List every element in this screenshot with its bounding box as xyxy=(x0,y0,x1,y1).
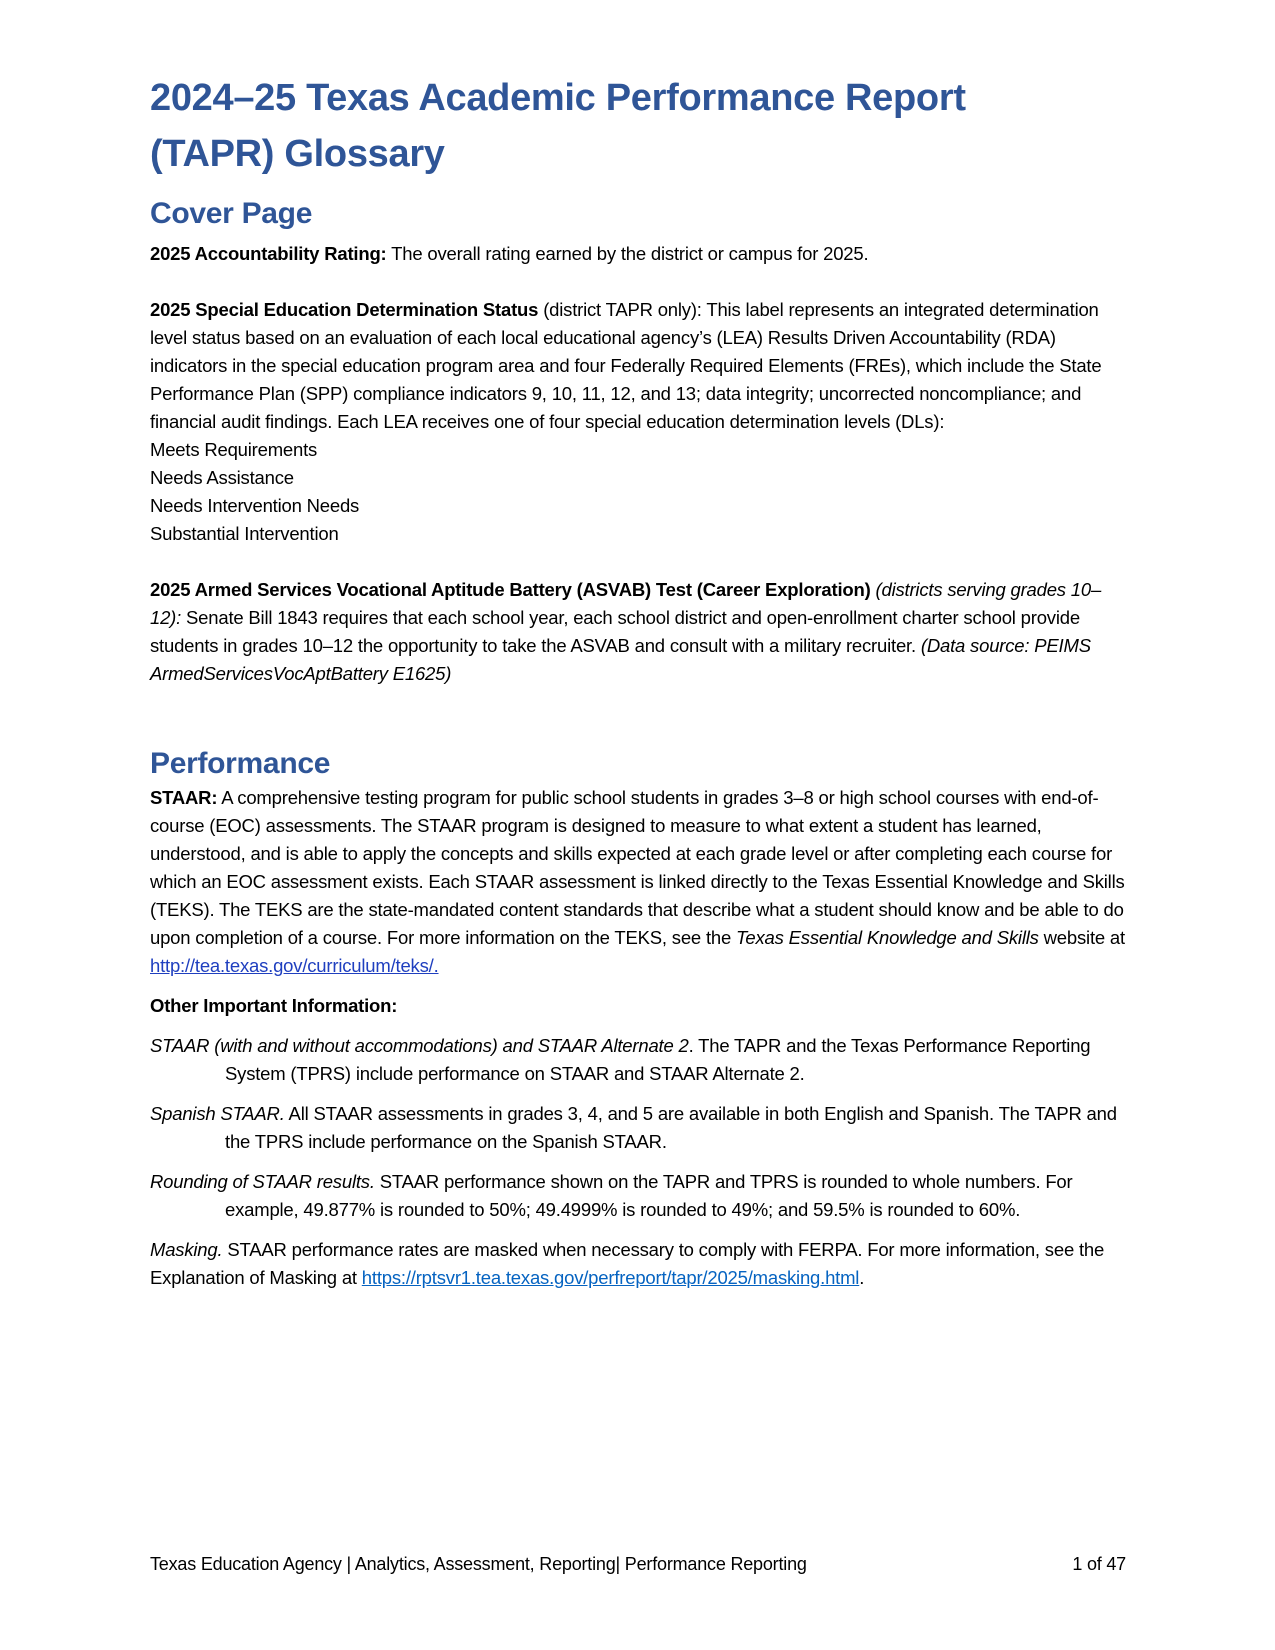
info-item-label: Spanish STAAR. xyxy=(150,1103,285,1124)
determination-level-item: Needs Assistance xyxy=(150,467,294,488)
asvab-entry xyxy=(150,576,1130,688)
accountability-rating-entry xyxy=(150,240,1130,268)
info-item-label: STAAR (with and without accommodations) and STAAR Alternate 2 xyxy=(150,1035,689,1056)
teks-link[interactable]: http://tea.texas.gov/curriculum/teks/. xyxy=(150,955,439,976)
info-item-rounding xyxy=(150,1168,1130,1224)
info-item-masking xyxy=(150,1236,1130,1292)
section-heading-cover-page: Cover Page xyxy=(150,197,313,230)
determination-level-item: Needs Intervention Needs xyxy=(150,495,360,516)
staar-entry xyxy=(150,784,1130,980)
info-item-spanish-staar xyxy=(150,1100,1130,1156)
info-item-text: STAAR performance rates are masked when necessary to comply with FERPA. For more information, see the Explanation of Masking at xyxy=(150,1239,1105,1288)
asvab-term: 2025 Armed Services Vocational Aptitude Battery (ASVAB) Test (Career Exploration) xyxy=(150,579,871,600)
special-education-term: 2025 Special Education Determination Status xyxy=(150,299,539,320)
accountability-rating-definition: The overall rating earned by the district or campus for 2025. xyxy=(386,243,869,264)
special-education-entry xyxy=(150,296,1130,436)
special-education-definition: (district TAPR only): This label represents an integrated determination level status based on an evaluation of each local educational agency’s (LEA) Results Driven Accountability (RDA) indicators in the special education program area and four Federally Required Elements (FREs), which include the State Performance Plan (SPP) compliance indicators 9, 10, 11, 12, and 13; data integrity; uncorrected noncompliance; and financial audit findings. Each LEA receives one of four special education determination levels (DLs): xyxy=(150,299,1102,432)
footer-text: Texas Education Agency | Analytics, Assessment, Reporting| Performance Reporting xyxy=(150,1554,807,1574)
staar-definition-tail: website at xyxy=(1038,927,1125,948)
page-number: 1 of 47 xyxy=(1072,1554,1126,1574)
info-item-staar-alternate xyxy=(150,1032,1130,1088)
staar-term: STAAR: xyxy=(150,787,218,808)
info-item-label: Masking. xyxy=(150,1239,223,1260)
section-heading-performance: Performance xyxy=(150,747,331,780)
info-item-text: . The TAPR and the Texas Performance Reporting System (TPRS) include performance on STAAR and STAAR Alternate 2. xyxy=(225,1035,1091,1084)
determination-level-item: Meets Requirements xyxy=(150,439,318,460)
asvab-data-source: (Data source: PEIMS ArmedServicesVocAptBattery E1625) xyxy=(150,635,1091,684)
asvab-scope: (districts serving grades 10–12): xyxy=(150,579,1102,628)
staar-definition: A comprehensive testing program for public school students in grades 3–8 or high school courses with end-of-course (EOC) assessments. The STAAR program is designed to measure to what extent a student has learned, understood, and is able to apply the concepts and skills expected at each grade level or after completing each course for which an EOC assessment exists. Each STAAR assessment is linked directly to the Texas Essential Knowledge and Skills (TEKS). The TEKS are the state-mandated content standards that describe what a student should know and be able to do upon completion of a course. For more information on the TEKS, see the xyxy=(150,787,1125,948)
info-item-text: STAAR performance shown on the TAPR and TPRS is rounded to whole numbers. For example, 49.877% is rounded to 50%; 49.4999% is rounded to 49%; and 59.5% is rounded to 60%. xyxy=(225,1171,1073,1220)
info-item-label: Rounding of STAAR results. xyxy=(150,1171,375,1192)
title-line-2: (TAPR) Glossary xyxy=(150,133,445,175)
determination-level-item: Substantial Intervention xyxy=(150,523,339,544)
teks-website-name: Texas Essential Knowledge and Skills xyxy=(736,927,1039,948)
masking-trailing-period: . xyxy=(859,1267,865,1288)
info-item-text: All STAAR assessments in grades 3, 4, and 5 are available in both English and Spanish. The TAPR and the TPRS include performance on the Spanish STAAR. xyxy=(225,1103,1117,1152)
determination-levels-list xyxy=(150,436,1130,548)
masking-link[interactable]: https://rptsvr1.tea.texas.gov/perfreport/tapr/2025/masking.html xyxy=(361,1267,860,1288)
document-title xyxy=(150,70,1130,182)
page-footer xyxy=(150,1552,1130,1576)
title-line-1: 2024–25 Texas Academic Performance Report xyxy=(150,77,966,119)
other-important-information-heading: Other Important Information: xyxy=(150,995,398,1016)
document-page xyxy=(150,70,1130,1292)
accountability-rating-term: 2025 Accountability Rating: xyxy=(150,243,387,264)
asvab-definition: Senate Bill 1843 requires that each school year, each school district and open-enrollment charter school provide students in grades 10–12 the opportunity to take the ASVAB and consult with a military recruiter. xyxy=(150,607,1080,656)
